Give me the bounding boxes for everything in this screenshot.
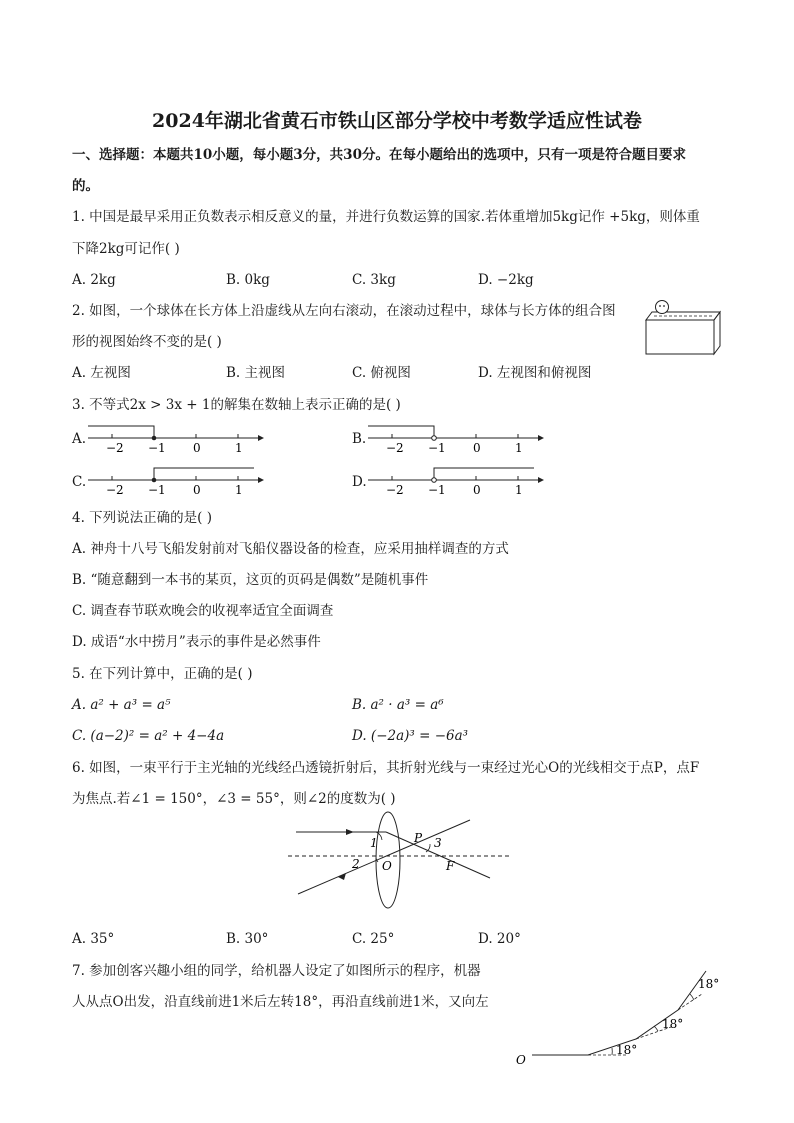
q4-option-b: B. “随意翻到一本书的某页，这页的页码是偶数”是随机事件 [72,572,429,588]
q1-option-c: C. 3kg [352,272,396,288]
tick-label: −2 [386,483,404,497]
q1-option-d: D. −2kg [478,272,534,288]
tick-label: −2 [106,483,124,497]
point-o-label: O [516,1053,526,1067]
section-heading-line1: 一、选择题：本题共10小题，每小题3分，共30分。在每小题给出的选项中，只有一项是符合题目要求 [72,147,686,163]
q3-numberline-a [86,420,266,456]
tick-label: 0 [193,483,201,497]
tick-label: −2 [106,441,124,455]
q5-stem: 5. 在下列计算中，正确的是( ) [72,666,253,682]
angle-2-label: 2 [352,857,360,871]
tick-label: 0 [473,483,481,497]
q3-numberline-d [366,462,546,498]
q2-figure-box-ball [640,298,724,360]
point-f-label: F [446,859,455,873]
q7-robot-path-figure [512,958,742,1070]
q3-label-a: A. [72,431,87,447]
angle-label: 18° [698,977,720,991]
q3-stem: 3. 不等式2x > 3x + 1的解集在数轴上表示正确的是( ) [72,397,401,413]
q4-option-a: A. 神舟十八号飞船发射前对飞船仪器设备的检查，应采用抽样调查的方式 [72,541,509,557]
q3-label-b: B. [352,431,367,447]
tick-label: −1 [428,441,446,455]
q5-option-a: A. a² + a³ = a⁵ [72,697,171,713]
q2-option-a: A. 左视图 [72,365,131,381]
q3-numberline-c [86,462,266,498]
q2-option-b: B. 主视图 [226,365,286,381]
tick-label: −2 [386,441,404,455]
q1-stem-line1: 1. 中国是最早采用正负数表示相反意义的量，并进行负数运算的国家.若体重增加5kg记作 +5kg，则体重 [72,209,700,225]
tick-label: 1 [515,483,523,497]
q6-option-a: A. 35° [72,931,115,947]
angle-label: 18° [662,1017,684,1031]
q2-option-c: C. 俯视图 [352,365,411,381]
q3-numberline-b [366,420,546,456]
tick-label: 1 [235,441,243,455]
tick-label: 0 [193,441,201,455]
q6-lens-figure [284,820,514,920]
q6-option-c: C. 25° [352,931,395,947]
tick-label: 0 [473,441,481,455]
q1-option-a: A. 2kg [72,272,116,288]
q5-option-c: C. (a−2)² = a² + 4−4a [72,728,225,744]
q5-option-d: D. (−2a)³ = −6a³ [352,728,469,744]
q2-option-d: D. 左视图和俯视图 [478,365,592,381]
q3-label-c: C. [72,474,87,490]
q6-stem-line2: 为焦点.若∠1 = 150°，∠3 = 55°，则∠2的度数为( ) [72,791,396,807]
point-o-label: O [382,859,392,873]
angle-1-label: 1 [370,836,378,850]
angle-label: 18° [616,1043,638,1057]
tick-label: 1 [515,441,523,455]
q6-option-b: B. 30° [226,931,269,947]
q4-stem: 4. 下列说法正确的是( ) [72,510,212,526]
q6-stem-line1: 6. 如图，一束平行于主光轴的光线经凸透镜折射后，其折射光线与一束经过光心O的光线相交于点P，点F [72,760,700,776]
q4-option-d: D. 成语“水中捞月”表示的事件是必然事件 [72,634,321,650]
tick-label: −1 [148,441,166,455]
q3-label-d: D. [352,474,367,490]
q2-stem-line2: 形的视图始终不变的是( ) [72,334,222,350]
q7-stem-line2: 人从点O出发，沿直线前进1米后左转18°，再沿直线前进1米，又向左 [72,994,489,1010]
point-p-label: P [414,831,423,845]
q1-stem-line2: 下降2kg可记作( ) [72,241,180,257]
section-heading-line2: 的。 [72,178,99,194]
q5-option-b: B. a² · a³ = a⁶ [352,697,444,713]
q7-stem-line1: 7. 参加创客兴趣小组的同学，给机器人设定了如图所示的程序，机器 [72,963,481,979]
page-title: 2024年湖北省黄石市铁山区部分学校中考数学适应性试卷 [152,110,642,132]
q2-stem-line1: 2. 如图，一个球体在长方体上沿虚线从左向右滚动，在滚动过程中，球体与长方体的组合图 [72,303,616,319]
q4-option-c: C. 调查春节联欢晚会的收视率适宜全面调查 [72,603,334,619]
tick-label: −1 [428,483,446,497]
q1-option-b: B. 0kg [226,272,270,288]
angle-3-label: 3 [434,836,442,850]
tick-label: −1 [148,483,166,497]
tick-label: 1 [235,483,243,497]
q6-option-d: D. 20° [478,931,521,947]
